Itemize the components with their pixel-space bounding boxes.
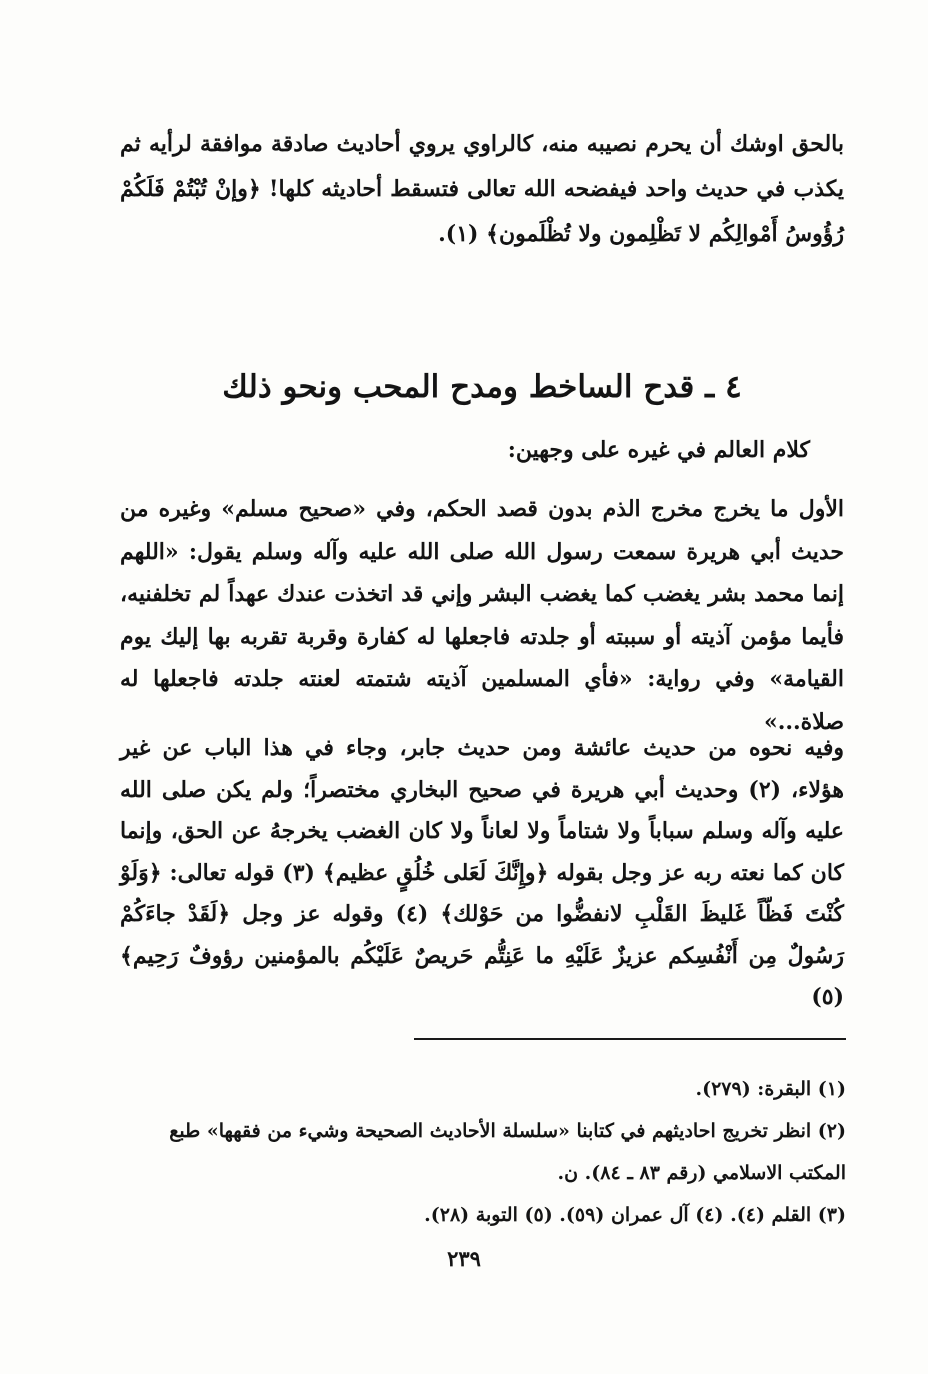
footnote-2: (٢) انظر تخريج احاديثهم في كتابنا «سلسلة الأحاديث الصحيحة وشيء من فقهها» طبع المكتب الاسلامي (رقم ٨٣ ـ ٨٤). ن. [169, 1120, 846, 1184]
intro-line: كلام العالم في غيره على وجهين: [507, 437, 810, 463]
body-paragraph-2: الأول ما يخرج مخرج الذم بدون قصد الحكم، وفي «صحيح مسلم» وغيره من حديث أبي هريرة سمعت رسول الله صلى الله عليه وآله وسلم يقول: «اللهم إنما محمد بشر يغضب كما يغضب البشر وإني قد اتخذت عندك عهداً لم تخلفنيه، فأيما مؤمن آذيته أو سببته أو جلدته فاجعلها له كفارة وقربة تقربه بها إليك يوم القيامة» وفي رواية: «فأي المسلمين آذيته شتمته لعنته جلدته فاجعلها له صلاة...» [120, 496, 844, 735]
footnote-separator [414, 1038, 846, 1040]
section-heading: ٤ ـ قدح الساخط ومدح المحب ونحو ذلك [222, 368, 742, 405]
footnote-1: (١) البقرة: (٢٧٩). [695, 1078, 846, 1100]
page-number: ٢٣٩ [447, 1246, 481, 1271]
body-paragraph-1: بالحق اوشك أن يحرم نصيبه منه، كالراوي يروي أحاديث صادقة موافقة لرأيه ثم يكذب في حديث واحد فيفضحه الله تعالى فتسقط أحاديثه كلها! ﴿وإنْ تُبْتُمْ فَلَكُمْ رُؤُوسُ أَمْوالِكُم لا تَظْلِمون ولا تُظْلَمون﴾ (١). [120, 131, 844, 247]
footnotes [120, 1068, 846, 1236]
footnote-3: (٣) القلم (٤). (٤) آل عمران (٥٩). (٥) التوبة (٢٨). [424, 1204, 846, 1226]
body-paragraph-3: وفيه نحوه من حديث عائشة ومن حديث جابر، وجاء في هذا الباب عن غير هؤلاء، (٢) وحديث أبي هريرة في صحيح البخاري مختصراً؛ ولم يكن صلى الله عليه وآله وسلم سباباً ولا شتاماً ولا لعاناً ولا كان الغضب يخرجهُ عن الحق، وإنما كان كما نعته ربه عز وجل بقوله ﴿وإِنَّكَ لَعَلى خُلُقٍ عظيم﴾ (٣) قوله تعالى: ﴿وَلَوْ كُنْتَ فَظّاً غَليظَ القَلْبِ لانفضُّوا من حَوْلك﴾ (٤) وقوله عز وجل ﴿لَقَدْ جاءَكُمْ رَسُولٌ مِن أَنْفُسِكم عزيزٌ عَلَيْهِ ما عَنِتُّم حَريصٌ عَلَيْكُم بالمؤمنين رؤوفٌ رَحِيم﴾ (٥) [120, 735, 845, 1010]
